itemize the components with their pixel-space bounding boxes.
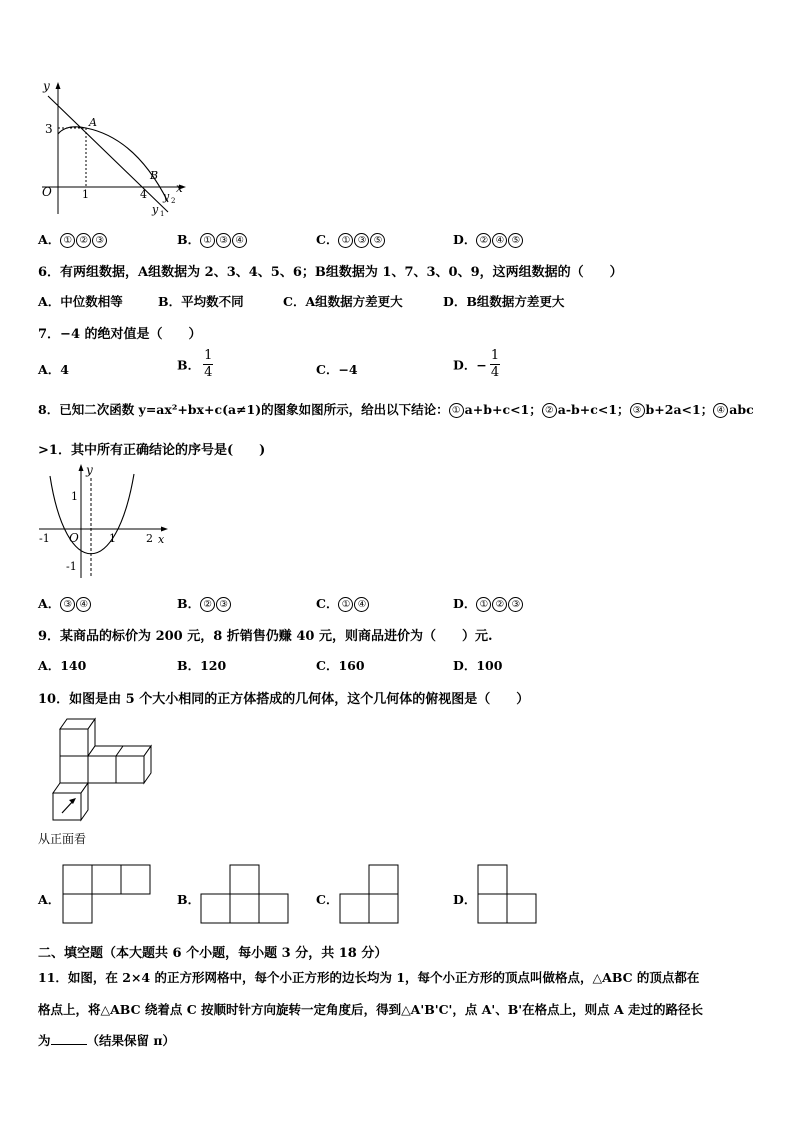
svg-text:x: x bbox=[158, 533, 165, 546]
svg-text:O: O bbox=[42, 185, 52, 199]
q7-option-d[interactable]: D．− $\frac{1}{4}$ bbox=[453, 348, 500, 380]
svg-text:-1: -1 bbox=[39, 532, 50, 545]
q9-option-d[interactable]: D．100 bbox=[453, 658, 503, 673]
svg-text:x: x bbox=[176, 181, 183, 195]
q8-option-d[interactable]: D． ① ② ③ bbox=[453, 594, 524, 612]
q7-option-a[interactable]: A．4 bbox=[38, 362, 69, 377]
svg-text:1: 1 bbox=[82, 188, 89, 201]
svg-text:2: 2 bbox=[146, 532, 153, 545]
svg-text:y: y bbox=[152, 203, 159, 216]
q6-option-c[interactable]: C．A组数据方差更大 bbox=[283, 294, 403, 309]
q11-question-line2: 格点上，将△ABC 绕着点 C 按顺时针方向旋转一定角度后，得到△A'B'C'，点 A'、B'在格点上，则点 A 走过的路径长 bbox=[38, 1002, 704, 1017]
q10-option-b-figure bbox=[200, 864, 290, 926]
svg-text:B: B bbox=[150, 169, 159, 182]
q6-option-d[interactable]: D．B组数据方差更大 bbox=[443, 294, 565, 309]
q5-option-a[interactable]: A． ① ② ③ bbox=[38, 230, 108, 248]
svg-text:4: 4 bbox=[140, 188, 147, 201]
svg-text:3: 3 bbox=[45, 122, 53, 136]
q5-function-graph bbox=[36, 74, 196, 220]
q5-option-b[interactable]: B． ① ③ ④ bbox=[177, 230, 248, 248]
q6-question: 6．有两组数据，A组数据为 2、3、4、5、6；B组数据为 1、7、3、0、9，这两组数据的（ ） bbox=[38, 265, 623, 280]
q10-option-c-figure bbox=[339, 864, 401, 926]
line-y1 bbox=[48, 96, 168, 212]
q10-view-label: 从正面看 bbox=[38, 832, 87, 846]
answer-blank[interactable] bbox=[51, 1044, 87, 1045]
q5-option-d[interactable]: D． ② ④ ⑤ bbox=[453, 230, 524, 248]
svg-text:A: A bbox=[89, 116, 97, 129]
q11-question-line3: 为 （结果保留 π） bbox=[38, 1033, 176, 1048]
section-fill-in-blank-heading: 二、填空题（本大题共 6 个小题，每小题 3 分，共 18 分） bbox=[38, 946, 388, 961]
q8-parabola-graph bbox=[36, 460, 170, 582]
q5-option-c[interactable]: C． ① ③ ⑤ bbox=[316, 230, 386, 248]
svg-text:y: y bbox=[43, 79, 50, 93]
svg-text:-1: -1 bbox=[66, 560, 77, 573]
q10-question: 10．如图是由 5 个大小相同的正方体搭成的几何体，这个几何体的俯视图是（ ） bbox=[38, 692, 530, 707]
q10-option-b[interactable]: B． bbox=[177, 892, 201, 907]
q8-option-c[interactable]: C． ① ④ bbox=[316, 594, 370, 612]
parabola bbox=[50, 474, 134, 554]
q8-option-b[interactable]: B． ② ③ bbox=[177, 594, 232, 612]
q8-question-line1: 8．已知二次函数 y=ax²+bx+c(a≠1)的图象如图所示，给出以下结论： ① a+b+c<1； ② a-b+c<1； ③ b+2a<1； ④ abc bbox=[38, 402, 754, 417]
q8-question-line2: >1．其中所有正确结论的序号是( ) bbox=[38, 443, 266, 458]
svg-text:y: y bbox=[163, 190, 170, 203]
q9-option-b[interactable]: B．120 bbox=[177, 658, 227, 673]
q8-option-a[interactable]: A． ③ ④ bbox=[38, 594, 92, 612]
svg-text:y: y bbox=[86, 463, 93, 477]
q9-option-a[interactable]: A．140 bbox=[38, 658, 87, 673]
q10-cube-solid bbox=[40, 714, 160, 826]
svg-text:1: 1 bbox=[160, 210, 165, 218]
q10-option-a-figure bbox=[62, 864, 152, 926]
q10-option-c[interactable]: C． bbox=[316, 892, 339, 907]
svg-text:1: 1 bbox=[109, 532, 116, 545]
q9-option-c[interactable]: C．160 bbox=[316, 658, 365, 673]
svg-text:2: 2 bbox=[171, 197, 176, 205]
q6-option-b[interactable]: B．平均数不同 bbox=[158, 294, 244, 309]
curve-y2 bbox=[58, 127, 168, 202]
svg-text:O: O bbox=[69, 531, 79, 545]
q7-question: 7．−4 的绝对值是（ ） bbox=[38, 327, 202, 342]
q7-option-c[interactable]: C．−4 bbox=[316, 362, 358, 377]
q10-option-d[interactable]: D． bbox=[453, 892, 477, 907]
q6-option-a[interactable]: A．中位数相等 bbox=[38, 294, 123, 309]
q10-option-d-figure bbox=[477, 864, 539, 926]
q7-option-b[interactable]: B． $\frac{1}{4}$ bbox=[177, 348, 213, 380]
q11-question-line1: 11．如图，在 2×4 的正方形网格中，每个小正方形的边长均为 1，每个小正方形的顶点叫做格点，△ABC 的顶点都在 bbox=[38, 970, 700, 985]
q10-option-a[interactable]: A． bbox=[38, 892, 61, 907]
svg-text:1: 1 bbox=[71, 490, 78, 503]
q9-question: 9．某商品的标价为 200 元，8 折销售仍赚 40 元，则商品进价为（ ）元. bbox=[38, 629, 493, 644]
